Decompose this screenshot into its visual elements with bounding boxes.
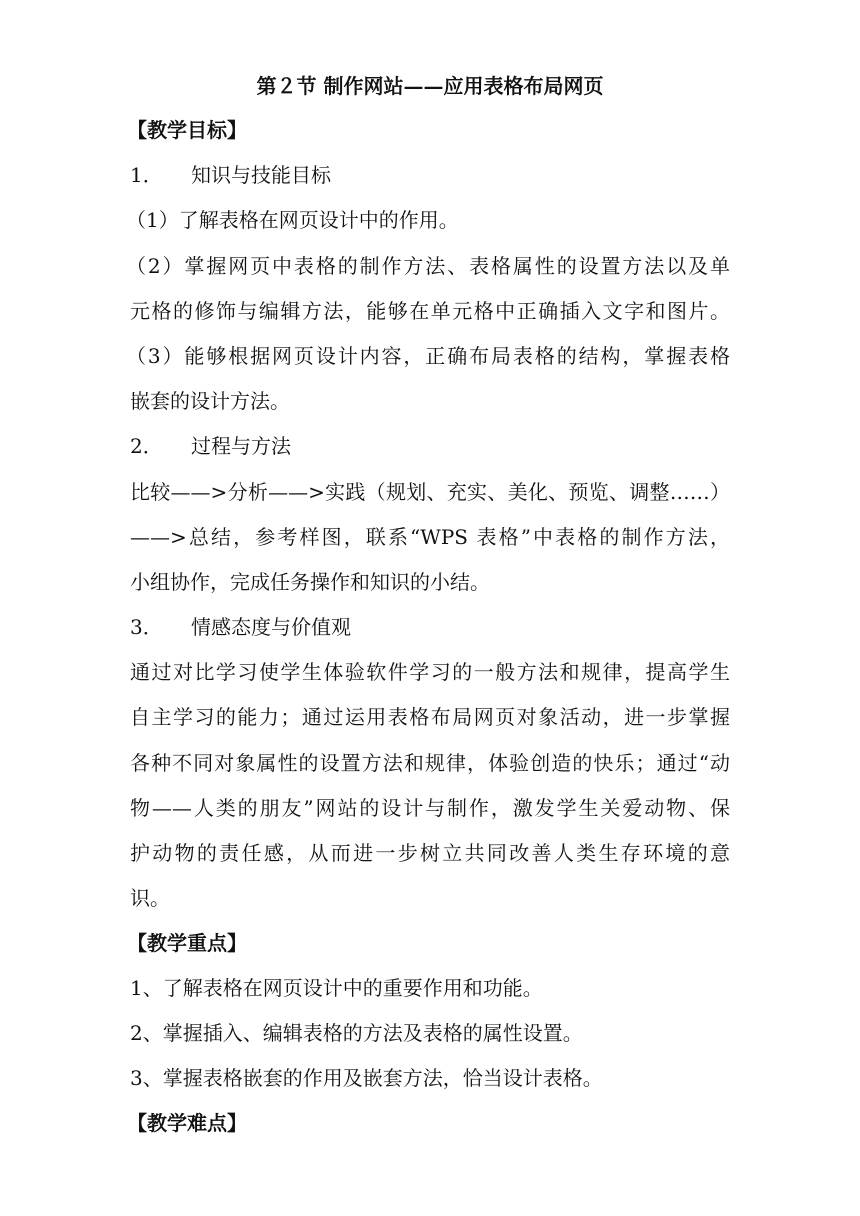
objective-item-1-number: 1． — [130, 163, 163, 187]
paragraph-line: 自主学习的能力；通过运用表格布局网页对象活动，进一步掌握 — [130, 705, 730, 729]
objective-item-3-label: 情感态度与价值观 — [191, 615, 351, 639]
paragraph-line: 元格的修饰与编辑方法，能够在单元格中正确插入文字和图片。 — [130, 299, 730, 323]
paragraph-line: （3）能够根据网页设计内容，正确布局表格的结构，掌握表格 — [126, 344, 730, 368]
objective-item-2 — [130, 434, 291, 458]
list-item: 2、掌握插入、编辑表格的方法及表格的属性设置。 — [130, 1021, 583, 1045]
paragraph-line: 比较——>分析——>实践（规划、充实、美化、预览、调整……） — [130, 480, 730, 504]
objective-item-3 — [130, 615, 351, 639]
section-heading-key-points: 【教学重点】 — [127, 931, 247, 955]
page-title: 第２节 制作网站——应用表格布局网页 — [256, 74, 604, 98]
objective-item-1 — [130, 163, 331, 187]
list-item: 1、了解表格在网页设计中的重要作用和功能。 — [130, 976, 543, 1000]
paragraph-line: 物——人类的朋友”网站的设计与制作，激发学生关爱动物、保 — [130, 796, 730, 820]
objective-item-3-number: 3． — [130, 615, 163, 639]
paragraph-line: 小组协作，完成任务操作和知识的小结。 — [130, 570, 490, 594]
paragraph-line: （1）了解表格在网页设计中的作用。 — [126, 208, 459, 232]
objective-item-2-number: 2． — [130, 434, 163, 458]
paragraph-line: 识。 — [130, 886, 170, 910]
paragraph-line: 通过对比学习使学生体验软件学习的一般方法和规律，提高学生 — [130, 660, 730, 684]
list-item: 3、掌握表格嵌套的作用及嵌套方法，恰当设计表格。 — [130, 1066, 603, 1090]
objective-item-2-label: 过程与方法 — [191, 434, 291, 458]
paragraph-line: 护动物的责任感，从而进一步树立共同改善人类生存环境的意 — [130, 841, 730, 865]
section-heading-difficulties: 【教学难点】 — [127, 1111, 247, 1135]
paragraph-line: ——>总结，参考样图，联系“WPS 表格”中表格的制作方法， — [130, 525, 730, 549]
objective-item-1-label: 知识与技能目标 — [191, 163, 331, 187]
section-heading-objectives: 【教学目标】 — [127, 118, 247, 142]
paragraph-line: 各种不同对象属性的设置方法和规律，体验创造的快乐；通过“动 — [130, 751, 730, 775]
paragraph-line: 嵌套的设计方法。 — [130, 389, 290, 413]
paragraph-line: （2）掌握网页中表格的制作方法、表格属性的设置方法以及单 — [126, 254, 730, 278]
